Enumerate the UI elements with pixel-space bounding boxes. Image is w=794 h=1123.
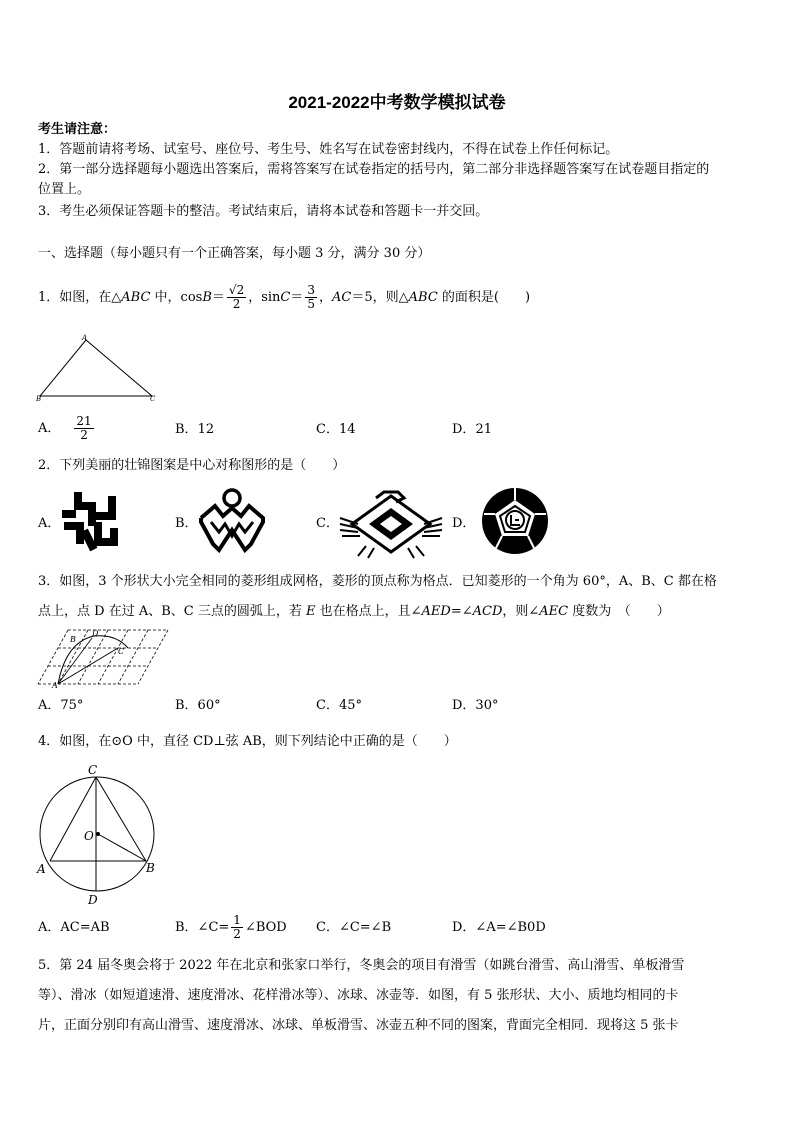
q4-option-d[interactable]: D．∠A=∠B0D (452, 920, 546, 935)
q3-option-a[interactable]: A．75° (38, 698, 84, 713)
q1-option-d[interactable]: D．21 (452, 422, 492, 437)
q5-stem-line-3: 片，正面分别印有高山滑雪、速度滑冰、冰球、单板滑雪、冰壶五种不同的图案，背面完全相同．现将这 5 张卡 (38, 1018, 679, 1033)
notice-line-1: 1．答题前请将考场、试室号、座位号、考生号、姓名写在试卷密封线内，不得在试卷上作任何标记。 (38, 142, 619, 157)
notice-line-3: 位置上。 (38, 182, 91, 197)
q5-stem-line-2: 等）、滑冰（如短道速滑、速度滑冰、花样滑冰等）、冰球、冰壶等．如图，有 5 张形状、大小、质地均相同的卡 (38, 988, 679, 1003)
q4-label-D: D (88, 893, 98, 907)
notice-line-4: 3．考生必须保证答题卡的整洁。考试结束后，请将本试卷和答题卡一并交回。 (38, 204, 489, 219)
q4-label-B: B (146, 861, 155, 875)
q3-label-A: A (52, 681, 58, 690)
q3-option-c[interactable]: C．45° (316, 698, 362, 713)
notice-heading: 考生请注意： (38, 122, 117, 137)
q1-option-c[interactable]: C．14 (316, 422, 356, 437)
q1-cos-fraction: $\frac{√2}{2}$ (228, 283, 245, 311)
q3-option-d[interactable]: D．30° (452, 698, 499, 713)
q2-option-b-label[interactable]: B． (175, 516, 198, 531)
q4-label-O: O (84, 829, 94, 843)
q4-label-A: A (37, 862, 46, 876)
q4-stem: 4．如图，在⊙O 中，直径 CD⊥弦 AB，则下列结论中正确的是（ ） (38, 734, 457, 749)
q3-stem-line-2: 点上，点 D 在过 A、B、C 三点的圆弧上，若 E 也在格点上，且∠AED=∠ACD，则∠AEC 度数为 （ ） (38, 604, 670, 619)
q2-option-a-label[interactable]: A． (38, 516, 61, 531)
q3-rhombus-grid-figure (36, 626, 170, 688)
q2-pattern-c-image[interactable] (338, 488, 444, 560)
q1-label-B: B (36, 395, 42, 403)
q1-option-b[interactable]: B．12 (175, 422, 215, 437)
q3-option-b[interactable]: B．60° (175, 698, 221, 713)
q1-option-a[interactable]: A． $\frac{21}{2}$ (38, 414, 92, 442)
q5-stem-line-1: 5．第 24 届冬奥会将于 2022 年在北京和张家口举行，冬奥会的项目有滑雪（如跳台滑雪、高山滑雪、单板滑雪 (38, 958, 685, 973)
section-heading: 一、选择题（每小题只有一个正确答案，每小题 3 分，满分 30 分） (38, 246, 431, 261)
q2-option-c-label[interactable]: C． (316, 516, 339, 531)
q1-sin-fraction: $\frac{3}{5}$ (307, 283, 316, 311)
q4-label-C: C (88, 763, 98, 777)
q2-pattern-a-image[interactable] (62, 490, 128, 552)
q2-stem: 2．下列美丽的壮锦图案是中心对称图形的是（ ） (38, 458, 346, 473)
q3-stem-line-1: 3．如图，3 个形状大小完全相同的菱形组成网格，菱形的顶点称为格点．已知菱形的一个角为 60°，A、B、C 都在格 (38, 574, 717, 589)
q3-label-C: C (118, 647, 125, 656)
q4-circle-figure (34, 760, 164, 906)
q2-pattern-b-image[interactable] (195, 488, 269, 556)
q1-triangle-figure (34, 330, 164, 402)
q2-pattern-d-image[interactable] (478, 486, 552, 556)
q1-stem: 1．如图，在△ABC 中，cosB＝ $\frac{√2}{2}$ ，sinC＝ $\frac{3}{5}$ ，AC＝5，则△ABC 的面积是( ) (38, 283, 531, 311)
notice-line-2: 2．第一部分选择题每小题选出答案后，需将答案写在试卷指定的括号内，第二部分非选择题答案写在试卷题目指定的 (38, 162, 710, 177)
page-title: 2021-2022中考数学模拟试卷 (288, 93, 506, 112)
q4-option-b[interactable]: B．∠C= $\frac{1}{2}$ ∠BOD (175, 913, 287, 941)
q3-label-B: B (70, 635, 76, 644)
q2-option-d-label[interactable]: D． (452, 516, 476, 531)
q1-label-A: A (82, 334, 88, 342)
q4-option-c[interactable]: C．∠C=∠B (316, 920, 392, 935)
q4-option-a[interactable]: A．AC=AB (38, 920, 110, 935)
q3-label-D: D (92, 629, 99, 638)
q1-label-C: C (150, 395, 156, 403)
